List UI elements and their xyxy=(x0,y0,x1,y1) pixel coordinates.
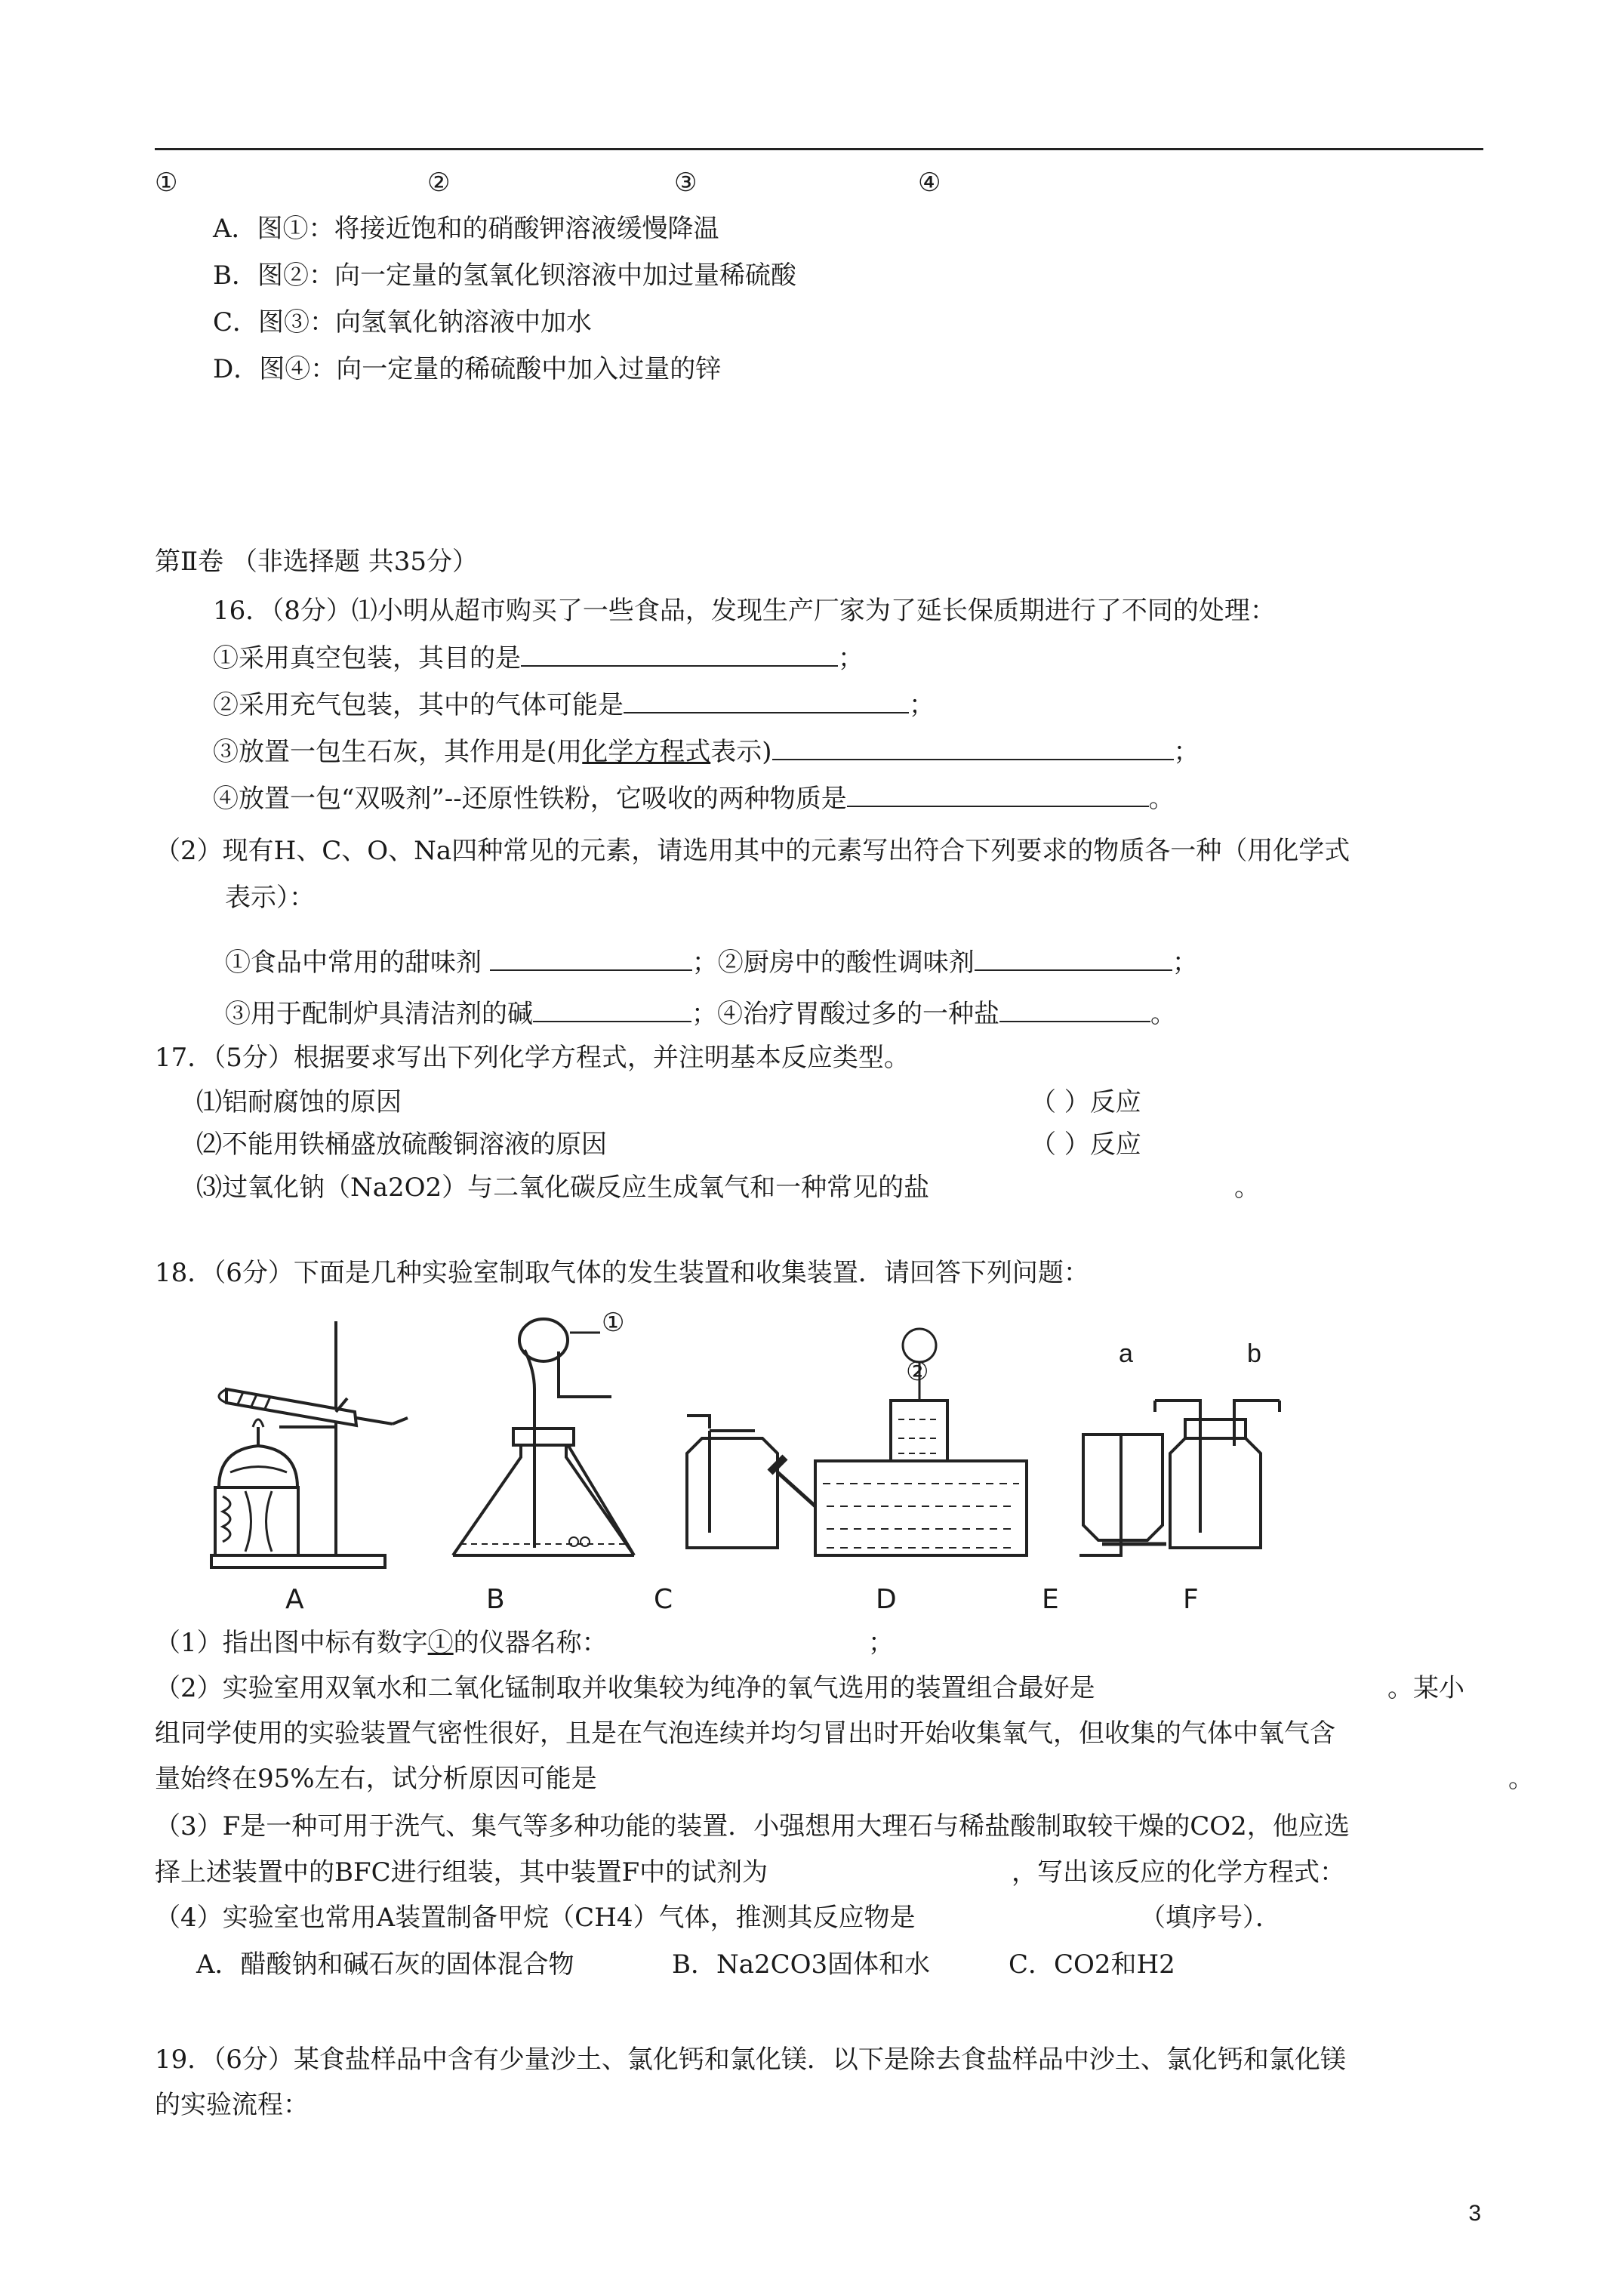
q16-p2-item2: ；②厨房中的酸性调味剂 xyxy=(691,948,975,978)
q18-part2-cont2: 量始终在95%左右，试分析原因可能是 xyxy=(155,1764,597,1794)
apparatus-a xyxy=(211,1321,408,1567)
q18-part3-cont-end: ，写出该反应的化学方程式： xyxy=(1012,1857,1345,1888)
q18-p1-marker: ① xyxy=(427,1628,454,1658)
label-d: D xyxy=(876,1584,897,1615)
marker-2: ② xyxy=(906,1357,929,1387)
apparatus-e xyxy=(1079,1435,1166,1555)
q18-option-b: B．Na2CO3固体和水 xyxy=(672,1949,931,1980)
answer-blank[interactable] xyxy=(624,689,909,713)
q16-stem: 16．（8分）⑴小明从超市购买了一些食品，发现生产厂家为了延长保质期进行了不同的处理： xyxy=(213,596,1276,626)
q18-option-c: C．CO2和H2 xyxy=(1009,1949,1175,1980)
punct: 。 xyxy=(1148,784,1175,814)
q16-item-2-text: ②采用充气包装，其中的气体可能是 xyxy=(213,690,624,720)
apparatus-c xyxy=(687,1416,778,1548)
q18-p1-text: （1）指出图中标有数字 xyxy=(155,1628,428,1658)
q18-part2-end: 。某小 xyxy=(1387,1673,1464,1703)
q17-reaction-type-2: （ ）反应 xyxy=(1030,1130,1141,1160)
q16-item-1 xyxy=(213,643,864,673)
q18-part4-end: （填序号）． xyxy=(1140,1903,1281,1933)
graph-label-2: ② xyxy=(427,168,451,198)
punct: ； xyxy=(1172,948,1198,978)
q15-option-d: D．图④：向一定量的稀硫酸中加入过量的锌 xyxy=(213,354,722,384)
q18-part2: （2）实验室用双氧水和二氧化锰制取并收集较为纯净的氧气选用的装置组合最好是 xyxy=(155,1673,1095,1703)
graph-label-3: ③ xyxy=(674,168,698,198)
section-title: 第Ⅱ卷 （非选择题 共35分） xyxy=(155,547,478,577)
q16-p2-item1: ①食品中常用的甜味剂 xyxy=(225,948,482,978)
label-e: E xyxy=(1042,1584,1059,1615)
q16-item-3 xyxy=(213,736,1200,767)
answer-blank[interactable] xyxy=(975,947,1172,971)
q18-p1-text-end: 的仪器名称： xyxy=(453,1628,608,1658)
q16-part2-line2 xyxy=(225,998,1176,1029)
graph-label-1: ① xyxy=(155,168,178,198)
punct: 。 xyxy=(1150,999,1176,1029)
q17-line-3-end: 。 xyxy=(1234,1173,1260,1203)
q18-part1-end: ； xyxy=(868,1628,894,1658)
page-number: 3 xyxy=(1468,2201,1481,2226)
q18-part4: （4）实验室也常用A装置制备甲烷（CH4）气体，推测其反应物是 xyxy=(155,1903,916,1933)
q19-stem: 19．（6分）某食盐样品中含有少量沙土、氯化钙和氯化镁．以下是除去食盐样品中沙土、氯化钙和氯化镁 xyxy=(155,2045,1346,2075)
apparatus-b xyxy=(453,1319,634,1555)
q16-item-3-text-end: 表示) xyxy=(710,737,772,767)
q15-option-c: C．图③：向氢氧化钠溶液中加水 xyxy=(213,307,593,337)
port-b-label: b xyxy=(1247,1339,1261,1368)
q17-line-2: ⑵不能用铁桶盛放硫酸铜溶液的原因 xyxy=(196,1130,607,1160)
q18-part3-cont: 择上述装置中的BFC进行组装，其中装置F中的试剂为 xyxy=(155,1857,768,1888)
answer-blank[interactable] xyxy=(490,947,692,971)
q18-stem: 18．（6分）下面是几种实验室制取气体的发生装置和收集装置．请回答下列问题： xyxy=(155,1258,1089,1288)
q19-stem-cont: 的实验流程： xyxy=(155,2090,309,2120)
q18-part1 xyxy=(155,1628,608,1658)
q16-item-4 xyxy=(213,783,1175,814)
marker-1: ① xyxy=(602,1308,625,1338)
apparatus-d xyxy=(770,1329,1027,1555)
label-f: F xyxy=(1183,1584,1199,1615)
q16-item-3-text: ③放置一包生石灰，其作用是(用 xyxy=(213,737,583,767)
punct: ； xyxy=(909,690,935,720)
label-c: C xyxy=(654,1584,673,1615)
answer-blank[interactable] xyxy=(999,998,1150,1022)
q17-stem: 17．（5分）根据要求写出下列化学方程式，并注明基本反应类型。 xyxy=(155,1043,910,1073)
q17-line-1: ⑴铝耐腐蚀的原因 xyxy=(196,1087,402,1117)
q16-part2-stem: （2）现有H、C、O、Na四种常见的元素，请选用其中的元素写出符合下列要求的物质各一种（用化学式 xyxy=(155,836,1350,866)
q16-item-1-text: ①采用真空包装，其目的是 xyxy=(213,643,521,673)
punct: ； xyxy=(838,643,864,673)
q17-line-3: ⑶过氧化钠（Na2O2）与二氧化碳反应生成氧气和一种常见的盐 xyxy=(196,1173,930,1203)
q18-part2-cont: 组同学使用的实验装置气密性很好，且是在气泡连续并均匀冒出时开始收集氧气，但收集的气体中氧气含 xyxy=(155,1718,1335,1749)
q16-item-2 xyxy=(213,689,935,720)
q17-reaction-type-1: （ ）反应 xyxy=(1030,1087,1141,1117)
header-rule xyxy=(155,148,1483,150)
q16-item-4-text: ④放置一包“双吸剂”--还原性铁粉，它吸收的两种物质是 xyxy=(213,784,847,814)
apparatus-f xyxy=(1155,1401,1280,1548)
answer-blank[interactable] xyxy=(847,783,1149,807)
q16-part2-stem-cont: 表示）： xyxy=(225,883,315,913)
q16-p2-item4: ；④治疗胃酸过多的一种盐 xyxy=(691,999,999,1029)
q16-part2-line1 xyxy=(225,947,1198,978)
label-a: A xyxy=(285,1584,304,1615)
q16-p2-item3: ③用于配制炉具清洁剂的碱 xyxy=(225,999,533,1029)
port-a-label: a xyxy=(1119,1339,1133,1368)
q15-option-a: A．图①：将接近饱和的硝酸钾溶液缓慢降温 xyxy=(213,214,719,244)
q16-item-3-link-text: 化学方程式 xyxy=(582,737,711,767)
q18-option-a: A．醋酸钠和碱石灰的固体混合物 xyxy=(196,1949,574,1980)
q18-part2-cont2-end: 。 xyxy=(1508,1764,1534,1794)
q18-part3: （3）F是一种可用于洗气、集气等多种功能的装置．小强想用大理石与稀盐酸制取较干燥的CO2，他应选 xyxy=(155,1811,1350,1841)
punct: ； xyxy=(1173,737,1200,767)
graph-label-4: ④ xyxy=(918,168,941,198)
q15-option-b: B．图②：向一定量的氢氧化钡溶液中加过量稀硫酸 xyxy=(213,260,796,291)
answer-blank[interactable] xyxy=(772,736,1174,760)
answer-blank[interactable] xyxy=(521,643,838,667)
label-b: B xyxy=(486,1584,505,1615)
answer-blank[interactable] xyxy=(533,998,691,1022)
